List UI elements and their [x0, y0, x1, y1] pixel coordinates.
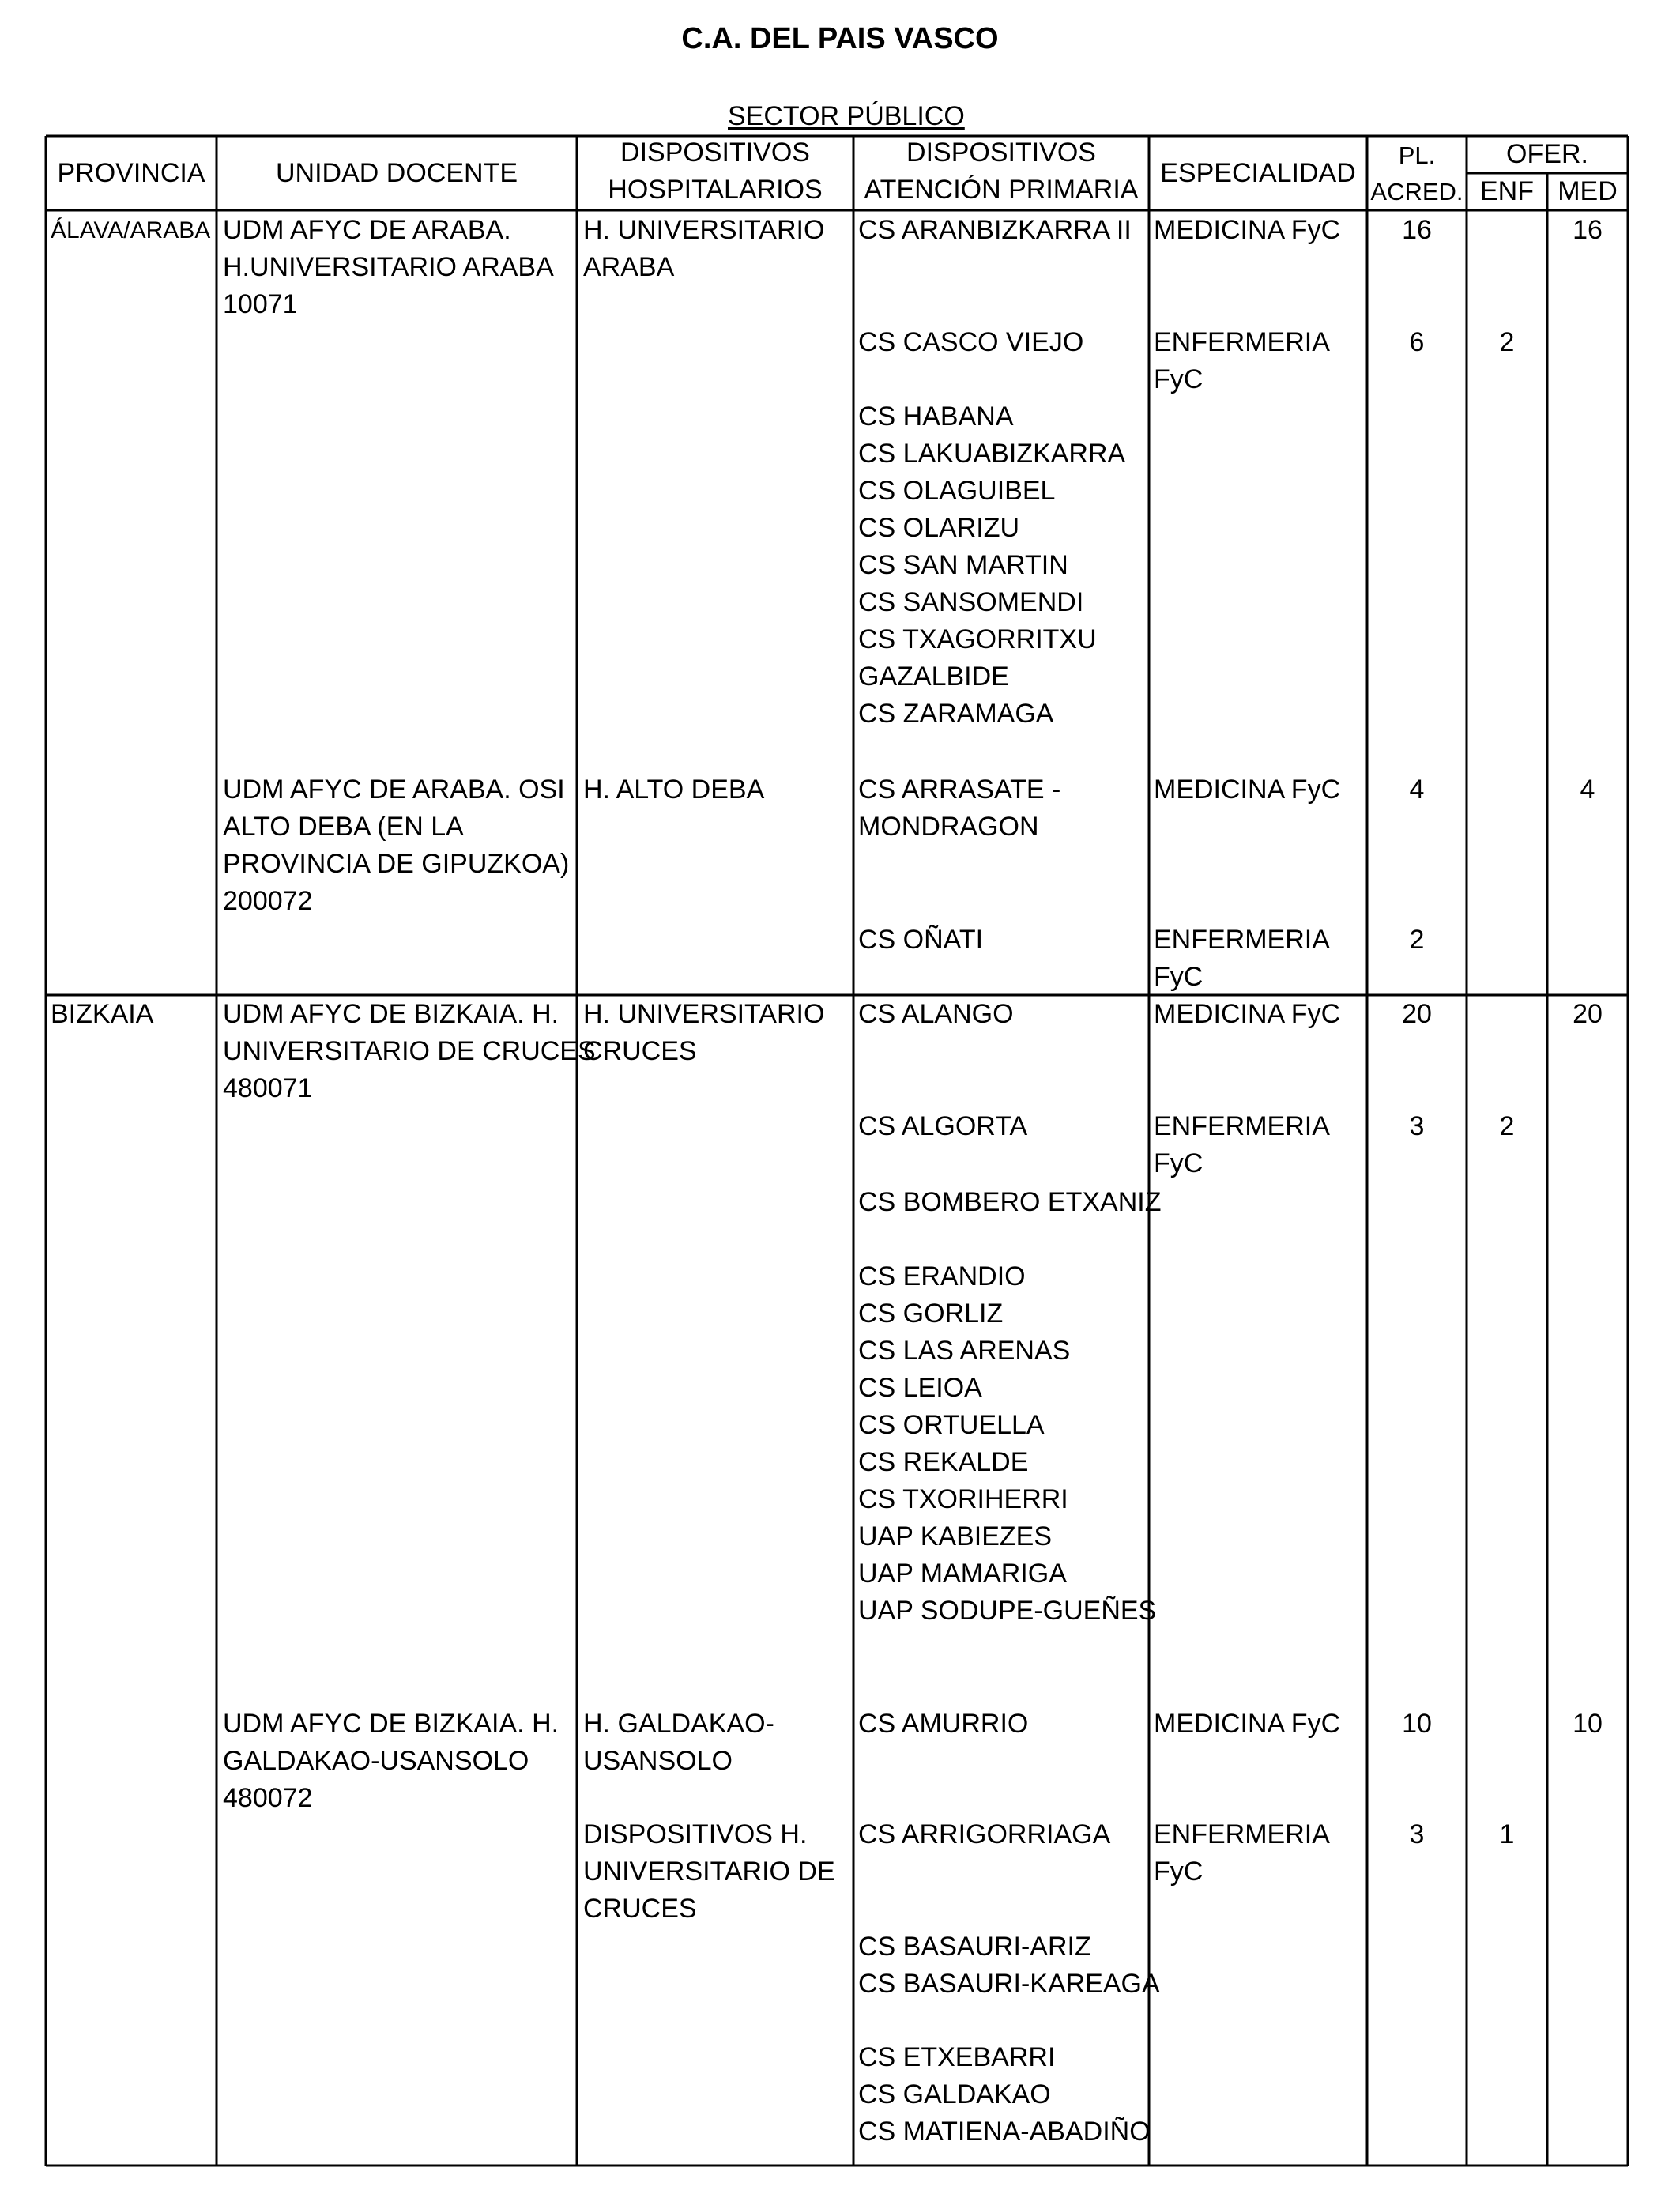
cell-hospital-araba-1: H. UNIVERSITARIO ARABA [583, 215, 825, 282]
header-especialidad: ESPECIALIDAD [1160, 158, 1356, 188]
cell-ofer-enf-bizkaia-1: 2 [1499, 1111, 1515, 1141]
header-pl-acred: PL. ACRED. [1370, 141, 1463, 205]
cell-pl-araba-1-med: 16 [1402, 215, 1432, 245]
cell-especialidad-araba-2-enf: ENFERMERIA FyC [1154, 925, 1330, 992]
cell-hospital-araba-2: H. ALTO DEBA [583, 775, 765, 805]
header-med: MED [1558, 176, 1618, 206]
cell-ofer-med-araba-1: 16 [1573, 215, 1603, 245]
header-dispositivos-atencion-primaria: DISPOSITIVOS ATENCIÓN PRIMARIA [864, 138, 1139, 205]
cell-ofer-enf-araba-1: 2 [1499, 327, 1515, 357]
cell-pl-araba-2-med: 4 [1409, 775, 1425, 805]
cell-especialidad-araba-1-med: MEDICINA FyC [1154, 215, 1341, 245]
cell-primaria-bizkaia-2a: CS AMURRIO [858, 1709, 1029, 1739]
cell-ofer-med-araba-2: 4 [1580, 775, 1595, 805]
cell-ofer-med-bizkaia-2: 10 [1573, 1709, 1603, 1739]
sector-label: SECTOR PÚBLICO [728, 101, 965, 131]
cell-unidad-bizkaia-2: UDM AFYC DE BIZKAIA. H. GALDAKAO-USANSOLO 480072 [223, 1709, 559, 1813]
cell-unidad-araba-1: UDM AFYC DE ARABA. H.UNIVERSITARIO ARABA 10071 [223, 215, 554, 319]
cell-especialidad-araba-2-med: MEDICINA FyC [1154, 775, 1341, 805]
cell-especialidad-bizkaia-1-enf: ENFERMERIA FyC [1154, 1111, 1330, 1178]
cell-pl-araba-1-enf: 6 [1409, 327, 1425, 357]
cell-ofer-med-bizkaia-1: 20 [1573, 999, 1603, 1029]
cell-primaria-araba-2b: CS OÑATI [858, 925, 984, 955]
cell-hospital-bizkaia-1: H. UNIVERSITARIO CRUCES [583, 999, 825, 1066]
cell-hospital-bizkaia-2b: DISPOSITIVOS H. UNIVERSITARIO DE CRUCES [583, 1819, 835, 1924]
cell-pl-bizkaia-1-med: 20 [1402, 999, 1432, 1029]
cell-primaria-araba-1c: CS HABANA CS LAKUABIZKARRA CS OLAGUIBEL CS OLARIZU CS SAN MARTIN CS SANSOMENDI CS TXAGORRITXU GAZALBIDE CS ZARAMAGA [858, 401, 1126, 729]
cell-unidad-bizkaia-1: UDM AFYC DE BIZKAIA. H. UNIVERSITARIO DE CRUCES 480071 [223, 999, 596, 1103]
cell-especialidad-araba-1-enf: ENFERMERIA FyC [1154, 327, 1330, 394]
cell-unidad-araba-2: UDM AFYC DE ARABA. OSI ALTO DEBA (EN LA PROVINCIA DE GIPUZKOA) 200072 [223, 775, 570, 916]
cell-primaria-araba-1a: CS ARANBIZKARRA II [858, 215, 1132, 245]
header-enf: ENF [1480, 176, 1534, 206]
cell-primaria-bizkaia-2b: CS ARRIGORRIAGA [858, 1819, 1111, 1849]
cell-hospital-bizkaia-2a: H. GALDAKAO- USANSOLO [583, 1709, 774, 1776]
cell-pl-bizkaia-2-med: 10 [1402, 1709, 1432, 1739]
cell-primaria-bizkaia-1b: CS ALGORTA [858, 1111, 1028, 1141]
cell-primaria-bizkaia-2d: CS ETXEBARRI CS GALDAKAO CS MATIENA-ABADIÑO [858, 2042, 1151, 2147]
cell-pl-bizkaia-2-enf: 3 [1409, 1819, 1425, 1849]
cell-provincia-araba: ÁLAVA/ARABA [51, 217, 211, 243]
header-unidad-docente: UNIDAD DOCENTE [275, 158, 518, 188]
header-dispositivos-hospitalarios: DISPOSITIVOS HOSPITALARIOS [608, 138, 823, 205]
header-provincia: PROVINCIA [57, 158, 205, 188]
cell-primaria-bizkaia-1d: CS ERANDIO CS GORLIZ CS LAS ARENAS CS LEIOA CS ORTUELLA CS REKALDE CS TXORIHERRI UAP KABIEZES UAP MAMARIGA UAP SODUPE-GUEÑES [858, 1261, 1157, 1626]
cell-primaria-bizkaia-2c: CS BASAURI-ARIZ CS BASAURI-KAREAGA [858, 1932, 1160, 1999]
cell-provincia-bizkaia: BIZKAIA [51, 999, 154, 1029]
header-ofer: OFER. [1506, 139, 1588, 169]
cell-especialidad-bizkaia-1-med: MEDICINA FyC [1154, 999, 1341, 1029]
cell-primaria-araba-1b: CS CASCO VIEJO [858, 327, 1084, 357]
cell-especialidad-bizkaia-2-med: MEDICINA FyC [1154, 1709, 1341, 1739]
page-title: C.A. DEL PAIS VASCO [681, 22, 999, 55]
cell-pl-bizkaia-1-enf: 3 [1409, 1111, 1425, 1141]
cell-especialidad-bizkaia-2-enf: ENFERMERIA FyC [1154, 1819, 1330, 1887]
cell-primaria-araba-2a: CS ARRASATE - MONDRAGON [858, 775, 1061, 842]
cell-primaria-bizkaia-1a: CS ALANGO [858, 999, 1014, 1029]
cell-primaria-bizkaia-1c: CS BOMBERO ETXANIZ [858, 1187, 1162, 1217]
cell-ofer-enf-bizkaia-2: 1 [1499, 1819, 1515, 1849]
cell-pl-araba-2-enf: 2 [1409, 925, 1425, 955]
